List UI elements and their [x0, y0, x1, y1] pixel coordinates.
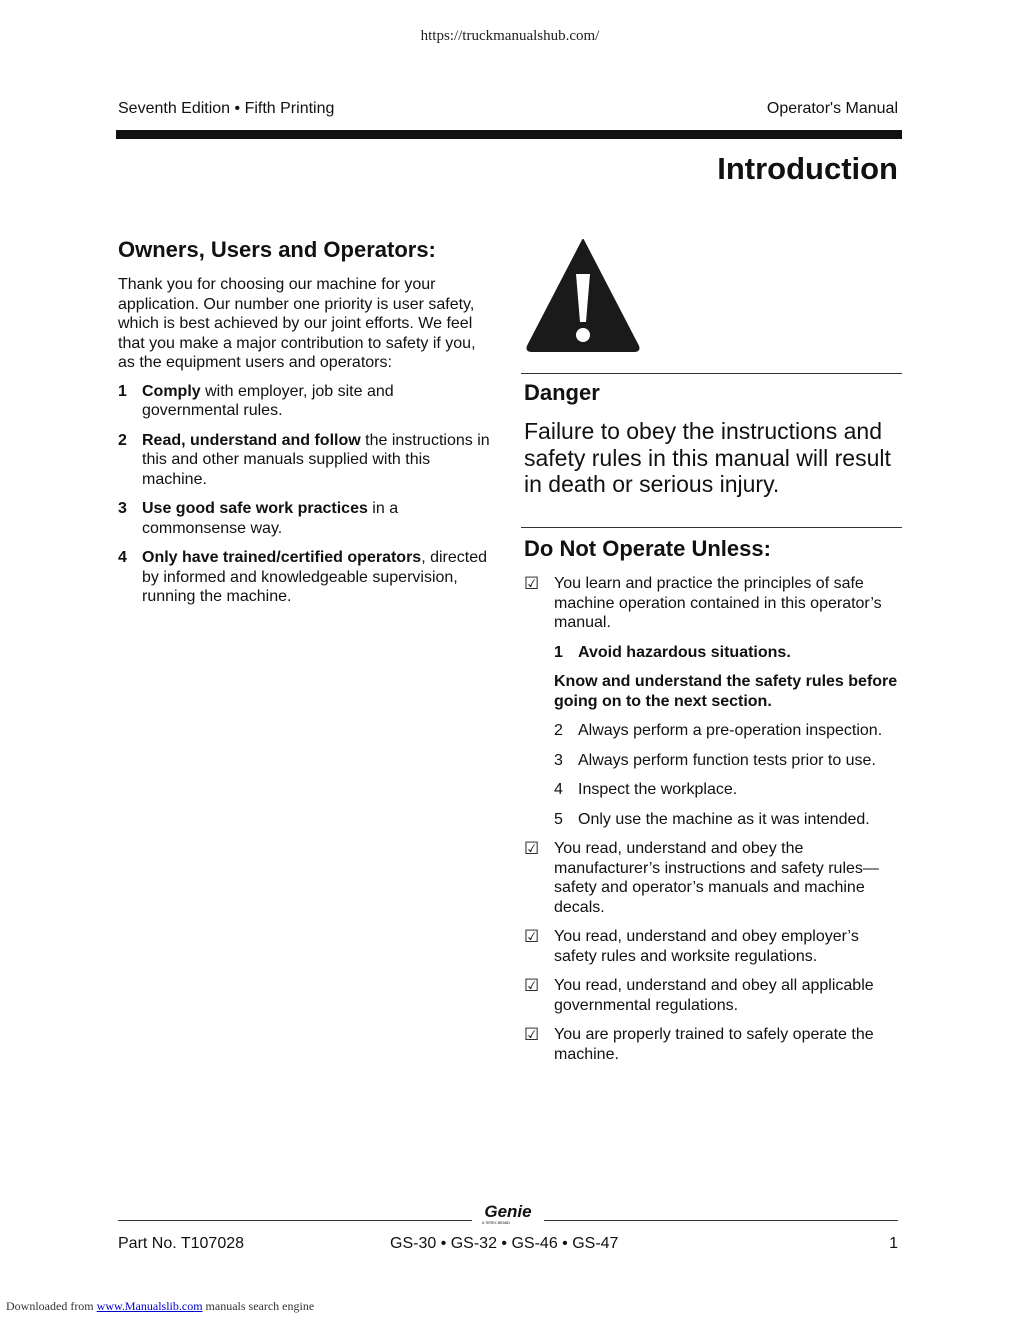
page-number: 1: [889, 1235, 898, 1252]
checkbox-icon: ☑: [524, 927, 540, 946]
check-item: [524, 574, 902, 633]
sub-list: [554, 643, 902, 830]
owners-section: [118, 237, 493, 617]
item-text: with employer, job site and governmental rules.: [142, 382, 394, 419]
sub-item: [554, 780, 902, 800]
item-number: 1: [118, 382, 127, 400]
model-list: GS-30 • GS-32 • GS-46 • GS-47: [390, 1235, 619, 1252]
do-not-operate-section: [524, 536, 902, 1074]
warning-triangle-icon: [524, 236, 642, 354]
sub-number: 5: [554, 810, 563, 828]
sub-number: 3: [554, 751, 563, 769]
manualslib-link[interactable]: www.Manualslib.com: [96, 1299, 203, 1313]
sub-item: [554, 810, 902, 830]
list-item: [118, 499, 493, 538]
list-item: [118, 431, 493, 490]
item-bold: Only have trained/certified operators: [142, 549, 422, 566]
checkbox-icon: ☑: [524, 1025, 540, 1044]
owners-heading: Owners, Users and Operators:: [118, 237, 436, 262]
danger-text: Failure to obey the instructions and safety rules in this manual will result in death or serious injury.: [524, 418, 891, 497]
list-item: [118, 548, 493, 607]
source-url: https://truckmanualshub.com/: [420, 28, 600, 44]
check-item: [524, 1025, 902, 1064]
sub-item: [554, 751, 902, 771]
checkbox-icon: ☑: [524, 574, 540, 593]
sub-number: 2: [554, 722, 563, 739]
danger-heading: Danger: [524, 380, 600, 405]
check-text: You are properly trained to safely operate the machine.: [554, 1026, 874, 1063]
item-text: the instructions in this and other manuals supplied with this machine.: [142, 431, 490, 488]
item-bold: Use good safe work practices: [142, 500, 368, 517]
download-suffix: manuals search engine: [202, 1299, 315, 1313]
check-text: You read, understand and obey employer’s safety rules and worksite regulations.: [554, 928, 859, 965]
sub-item: [554, 643, 902, 663]
check-item: [524, 927, 902, 966]
edition-label: Seventh Edition • Fifth Printing: [118, 100, 335, 117]
check-item: [524, 976, 902, 1015]
page-title: Introduction: [717, 151, 898, 186]
owners-list: [118, 382, 493, 607]
item-bold: Read, understand and follow: [142, 431, 361, 449]
svg-text:Genie: Genie: [484, 1202, 532, 1221]
item-number: 3: [118, 500, 127, 517]
sub-text: Inspect the workplace.: [578, 781, 738, 798]
item-text: in a commonsense way.: [142, 500, 399, 537]
item-number: 4: [118, 549, 127, 566]
sub-number: 4: [554, 781, 563, 798]
sub-note: Know and understand the safety rules before going on to the next section.: [554, 673, 898, 710]
footer-rule-left: [118, 1220, 472, 1221]
item-bold: Comply: [142, 382, 201, 400]
check-text: You read, understand and obey all applicable governmental regulations.: [554, 977, 874, 1014]
check-text: You read, understand and obey the manufacturer’s instructions and safety rules—safety and operator’s manuals and machine decals.: [554, 840, 879, 916]
check-text: You learn and practice the principles of safe machine operation contained in this operator’s manual.: [554, 575, 882, 631]
part-number: Part No. T107028: [118, 1235, 245, 1252]
do-not-operate-heading: Do Not Operate Unless:: [524, 536, 771, 561]
manual-label: Operator's Manual: [766, 100, 898, 117]
sub-text: Always perform a pre-operation inspection.: [578, 722, 883, 739]
sub-item: [554, 721, 902, 741]
sub-text: Always perform function tests prior to use.: [578, 751, 876, 769]
divider: [521, 373, 902, 374]
download-prefix: Downloaded from: [6, 1299, 97, 1313]
genie-logo: [476, 1202, 540, 1226]
item-number: 2: [118, 431, 127, 449]
sub-text: Only use the machine as it was intended.: [578, 810, 870, 828]
checkbox-icon: ☑: [524, 976, 540, 995]
header-rule: [116, 130, 902, 139]
list-item: [118, 382, 493, 421]
download-note: [6, 1299, 314, 1314]
svg-text:A TEREX BRAND: A TEREX BRAND: [482, 1221, 510, 1225]
owners-intro: Thank you for choosing our machine for your application. Our number one priority is user safety, which is best achieved by our joint efforts. We feel that you make a major contribution to safety if you, as the equipment users and operators:: [118, 276, 476, 371]
checkbox-icon: ☑: [524, 839, 540, 858]
footer-rule-right: [544, 1220, 898, 1221]
sub-number: 1: [554, 643, 563, 661]
sub-text: Avoid hazardous situations.: [578, 643, 791, 661]
check-item: [524, 839, 902, 917]
item-text: , directed by informed and knowledgeable supervision, running the machine.: [142, 549, 488, 605]
divider: [521, 527, 902, 528]
